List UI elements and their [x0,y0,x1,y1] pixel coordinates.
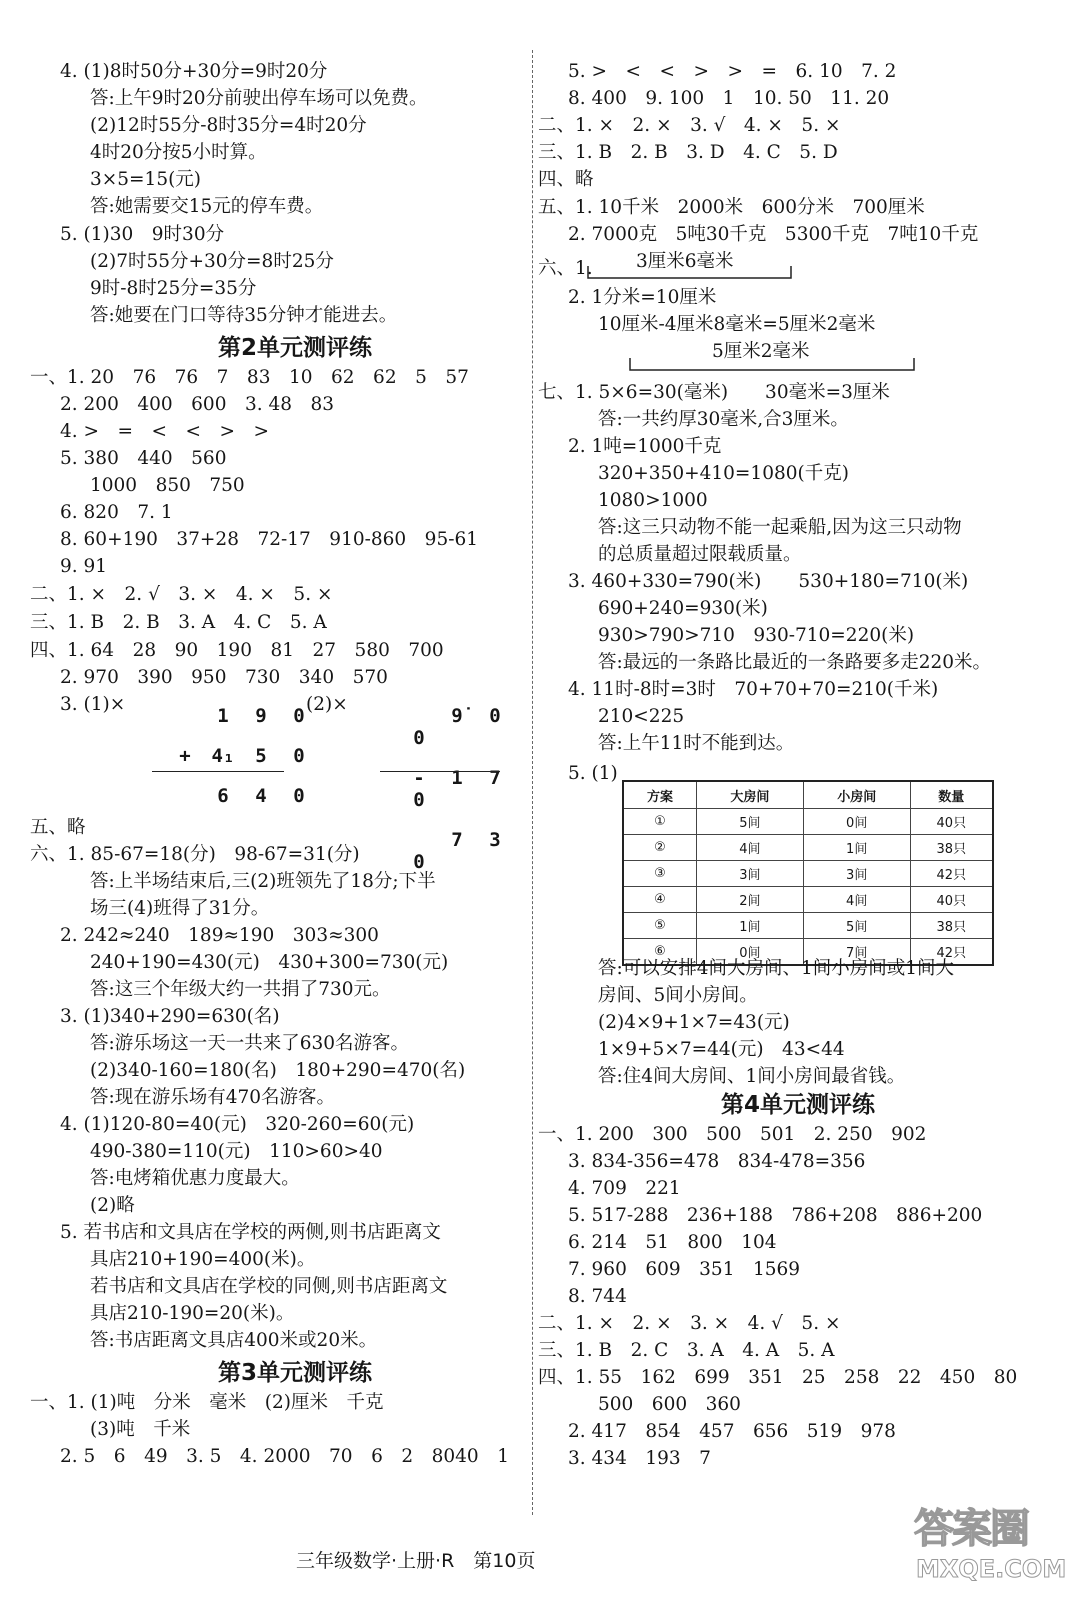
answer-line: 4. > = < < > > [60,421,270,442]
answer-line: 二、1. × 2. √ 3. × 4. × 5. × [30,584,333,605]
answer-line: 五、略 [30,817,86,838]
answer-line: 3. (1)340+290=630(名) [60,1006,280,1027]
answer-line: 四、1. 64 28 90 190 81 27 580 700 [30,640,444,661]
answer-line: 320+350+410=1080(千克) [598,463,849,484]
answer-line: 4. (1)8时50分+30分=9时20分 [60,61,328,82]
answer-line: 2. 1分米=10厘米 [568,287,717,308]
answer-line: 具店210+190=400(米)。 [90,1249,316,1270]
answer-line: 4时20分按5小时算。 [90,142,267,163]
answer-line: 答:上午11时不能到达。 [598,733,795,754]
answer-line: 六、1. 85-67=18(分) 98-67=31(分) [30,844,360,865]
answer-line: 答:住4间大房间、1间小房间最省钱。 [598,1066,906,1087]
calc-rule [380,771,500,772]
answer-line: 答:可以安排4间大房间、1间小房间或1间大 [598,958,955,979]
answer-line: 七、1. 5×6=30(毫米) 30毫米=3厘米 [538,382,890,403]
answer-line: 2. 7000克 5吨30千克 5300千克 7吨10千克 [568,224,979,245]
segment-label: 5厘米2毫米 [712,341,810,362]
room-plan-table [622,780,994,966]
segment-bracket [628,356,918,372]
answer-line: 答:一共约厚30毫米,合3厘米。 [598,409,849,430]
answer-line: 一、1. 200 300 500 501 2. 250 902 [538,1124,927,1145]
answer-line: 3×5=15(元) [90,169,202,190]
answer-line: 5. 若书店和文具店在学校的两侧,则书店距离文 [60,1222,441,1243]
calc-rule [152,771,284,772]
answer-line: 一、1. 20 76 76 7 83 10 62 62 5 57 [30,367,469,388]
answer-line: 答:游乐场这一天一共来了630名游客。 [90,1033,410,1054]
answer-line: (2)4×9+1×7=43(元) [598,1012,790,1033]
answer-line: 三、1. B 2. B 3. A 4. C 5. A [30,612,327,633]
answer-line: 答:她要在门口等待35分钟才能进去。 [90,305,398,326]
answer-line: 答:现在游乐场有470名游客。 [90,1087,336,1108]
answer-line: 9时-8时25分=35分 [90,278,257,299]
answer-line: 二、1. × 2. × 3. √ 4. × 5. × [538,115,841,136]
answer-line: 答:最远的一条路比最近的一条路要多走220米。 [598,652,992,673]
table-row: ⑥ 0间 7间 42只 [623,939,993,966]
answer-line: 三、1. B 2. C 3. A 4. A 5. A [538,1340,835,1361]
answer-line: 5. (1) [568,763,618,784]
answer-line: 1080>1000 [598,490,708,511]
answer-line: 690+240=930(米) [598,598,768,619]
answer-line: 6. 820 7. 1 [60,502,173,523]
segment-bracket [586,264,796,280]
answer-line: 3. 460+330=790(米) 530+180=710(米) [568,571,969,592]
answer-line: 240+190=430(元) 430+300=730(元) [90,952,449,973]
answer-line: 3. (1)× [60,694,126,715]
answer-line: (2)略 [90,1195,135,1216]
answer-line: (2)7时55分+30分=8时25分 [90,251,334,272]
answer-line: 答:电烤箱优惠力度最大。 [90,1168,300,1189]
answer-line: 六、1. [538,258,593,279]
answer-line: 10厘米-4厘米8毫米=5厘米2毫米 [598,314,876,335]
watermark-text: 答案圈 [914,1506,1028,1552]
answer-line: 5. 380 440 560 [60,448,227,469]
table-row: ③ 3间 3间 42只 [623,861,993,887]
answer-line: 5. 517-288 236+188 786+208 886+200 [568,1205,983,1226]
answer-line: 4. 709 221 [568,1178,681,1199]
answer-line: 二、1. × 2. × 3. × 4. √ 5. × [538,1313,841,1334]
answer-line: 210<225 [598,706,685,727]
answer-line: 8. 400 9. 100 1 10. 50 11. 20 [568,88,890,109]
answer-line: 若书店和文具店在学校的同侧,则书店距离文 [90,1276,448,1297]
answer-line: 8. 60+190 37+28 72-17 910-860 95-61 [60,529,479,550]
answer-line: 7. 960 609 351 1569 [568,1259,801,1280]
answer-line: 9. 91 [60,556,108,577]
answer-line: 答:上半场结束后,三(2)班领先了18分;下半 [90,871,436,892]
watermark-logo [912,1497,1068,1593]
answer-line: 答:书店距离文具店400米或20米。 [90,1330,378,1351]
segment-label: 3厘米6毫米 [636,251,734,272]
answer-line: 2. 5 6 49 3. 5 4. 2000 70 6 2 8040 1 [60,1446,509,1467]
answer-line: 四、略 [538,169,594,190]
answer-line: 答:她需要交15元的停车费。 [90,196,324,217]
watermark-url: MXQE.COM [916,1555,1067,1583]
page-footer: 三年级数学·上册·R 第10页 [296,1550,536,1572]
answer-line: (2)× [306,694,348,715]
answer-line: 2. 1吨=1000千克 [568,436,722,457]
answer-line: 3. 434 193 7 [568,1448,711,1469]
table-row: ④ 2间 4间 40只 [623,887,993,913]
answer-line: 答:这三个年级大约一共捐了730元。 [90,979,391,1000]
answer-line: 2. 417 854 457 656 519 978 [568,1421,896,1442]
answer-line: 2. 970 390 950 730 340 570 [60,667,388,688]
unit-4-heading: 第4单元测评练 [720,1092,875,1118]
answer-line: (2)340-160=180(名) 180+290=470(名) [90,1060,466,1081]
answer-line: 具店210-190=20(米)。 [90,1303,295,1324]
table-row: ② 4间 1间 38只 [623,835,993,861]
answer-line: 答:上午9时20分前驶出停车场可以免费。 [90,88,428,109]
answer-line: 500 600 360 [598,1394,741,1415]
answer-line: 一、1. (1)吨 分米 毫米 (2)厘米 千克 [30,1392,384,1413]
answer-line: 2. 200 400 600 3. 48 83 [60,394,335,415]
answer-line: 五、1. 10千米 2000米 600分米 700厘米 [538,197,925,218]
answer-line: 4. (1)120-80=40(元) 320-260=60(元) [60,1114,415,1135]
answer-line: 5. (1)30 9时30分 [60,224,225,245]
answer-line: 答:这三只动物不能一起乘船,因为这三只动物 [598,517,962,538]
answer-line: 的总质量超过限载质量。 [598,544,802,565]
table-row: ① 5间 0间 40只 [623,809,993,835]
unit-3-heading: 第3单元测评练 [217,1360,372,1386]
answer-line: 8. 744 [568,1286,627,1307]
answer-line: 四、1. 55 162 699 351 25 258 22 450 80 [538,1367,1018,1388]
vertical-calc-subtraction: 9̇ 00 - 1 70 7 30 [413,705,501,873]
answer-line: 场三(4)班得了31分。 [90,898,270,919]
table-header-row: 方案 大房间 小房间 数量 [623,781,993,809]
answer-line: 1×9+5×7=44(元) 43<44 [598,1039,845,1060]
answer-line: 4. 11时-8时=3时 70+70+70=210(千米) [568,679,939,700]
answer-line: 三、1. B 2. B 3. D 4. C 5. D [538,142,838,163]
table-row: ⑤ 1间 5间 38只 [623,913,993,939]
unit-2-heading: 第2单元测评练 [217,335,372,361]
answer-line: 3. 834-356=478 834-478=356 [568,1151,866,1172]
vertical-calc-addition: 1 9 0 + 4₁ 5 0 6 4 0 [179,705,305,807]
answer-line: 6. 214 51 800 104 [568,1232,777,1253]
column-divider [532,50,533,1515]
answer-line: 房间、5间小房间。 [598,985,758,1006]
answer-line: 5. > < < > > = 6. 10 7. 2 [568,61,897,82]
answer-line: 930>790>710 930-710=220(米) [598,625,915,646]
answer-line: 1000 850 750 [90,475,245,496]
answer-line: (3)吨 千米 [90,1419,191,1440]
answer-line: 490-380=110(元) 110>60>40 [90,1141,383,1162]
answer-line: 2. 242≈240 189≈190 303≈300 [60,925,379,946]
answer-line: (2)12时55分-8时35分=4时20分 [90,115,367,136]
